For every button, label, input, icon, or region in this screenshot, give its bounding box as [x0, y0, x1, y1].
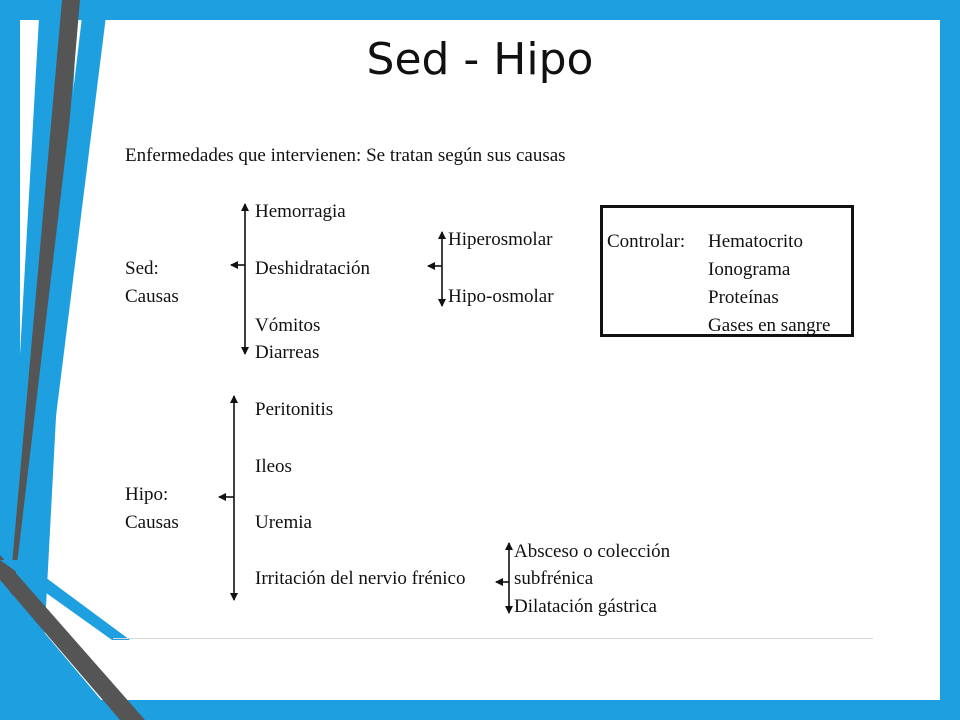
sed-cause-diarreas: Diarreas	[255, 342, 320, 363]
frenic-dilatacion: Dilatación gástrica	[514, 596, 657, 617]
hipo-cause-frenico: Irritación del nervio frénico	[255, 568, 466, 589]
hipo-cause-ileos: Ileos	[255, 456, 292, 477]
control-item-hematocrito: Hematocrito	[708, 231, 803, 252]
control-label: Controlar:	[607, 231, 686, 252]
control-item-gases: Gases en sangre	[708, 315, 831, 336]
intro-text: Enfermedades que intervienen: Se tratan según sus causas	[125, 145, 566, 166]
sed-label: Sed:	[125, 258, 159, 279]
frenic-absceso: Absceso o colección	[514, 541, 671, 562]
control-item-ionograma: Ionograma	[708, 259, 791, 280]
sed-sublabel: Causas	[125, 286, 179, 307]
sed-cause-vomitos: Vómitos	[255, 315, 321, 336]
slide-title: Sed - Hipo	[366, 34, 594, 85]
dehydration-hipo-osmolar: Hipo-osmolar	[448, 286, 554, 307]
sed-cause-deshidratacion: Deshidratación	[255, 258, 371, 279]
frenic-subfrenica: subfrénica	[514, 568, 594, 589]
control-item-proteinas: Proteínas	[708, 287, 779, 308]
hipo-cause-uremia: Uremia	[255, 512, 312, 533]
sed-cause-hemorragia: Hemorragia	[255, 201, 346, 222]
hipo-label: Hipo:	[125, 484, 169, 505]
content-bottom-border	[113, 638, 873, 639]
dehydration-hiperosmolar: Hiperosmolar	[448, 229, 553, 250]
hipo-sublabel: Causas	[125, 512, 179, 533]
hipo-cause-peritonitis: Peritonitis	[255, 399, 334, 420]
